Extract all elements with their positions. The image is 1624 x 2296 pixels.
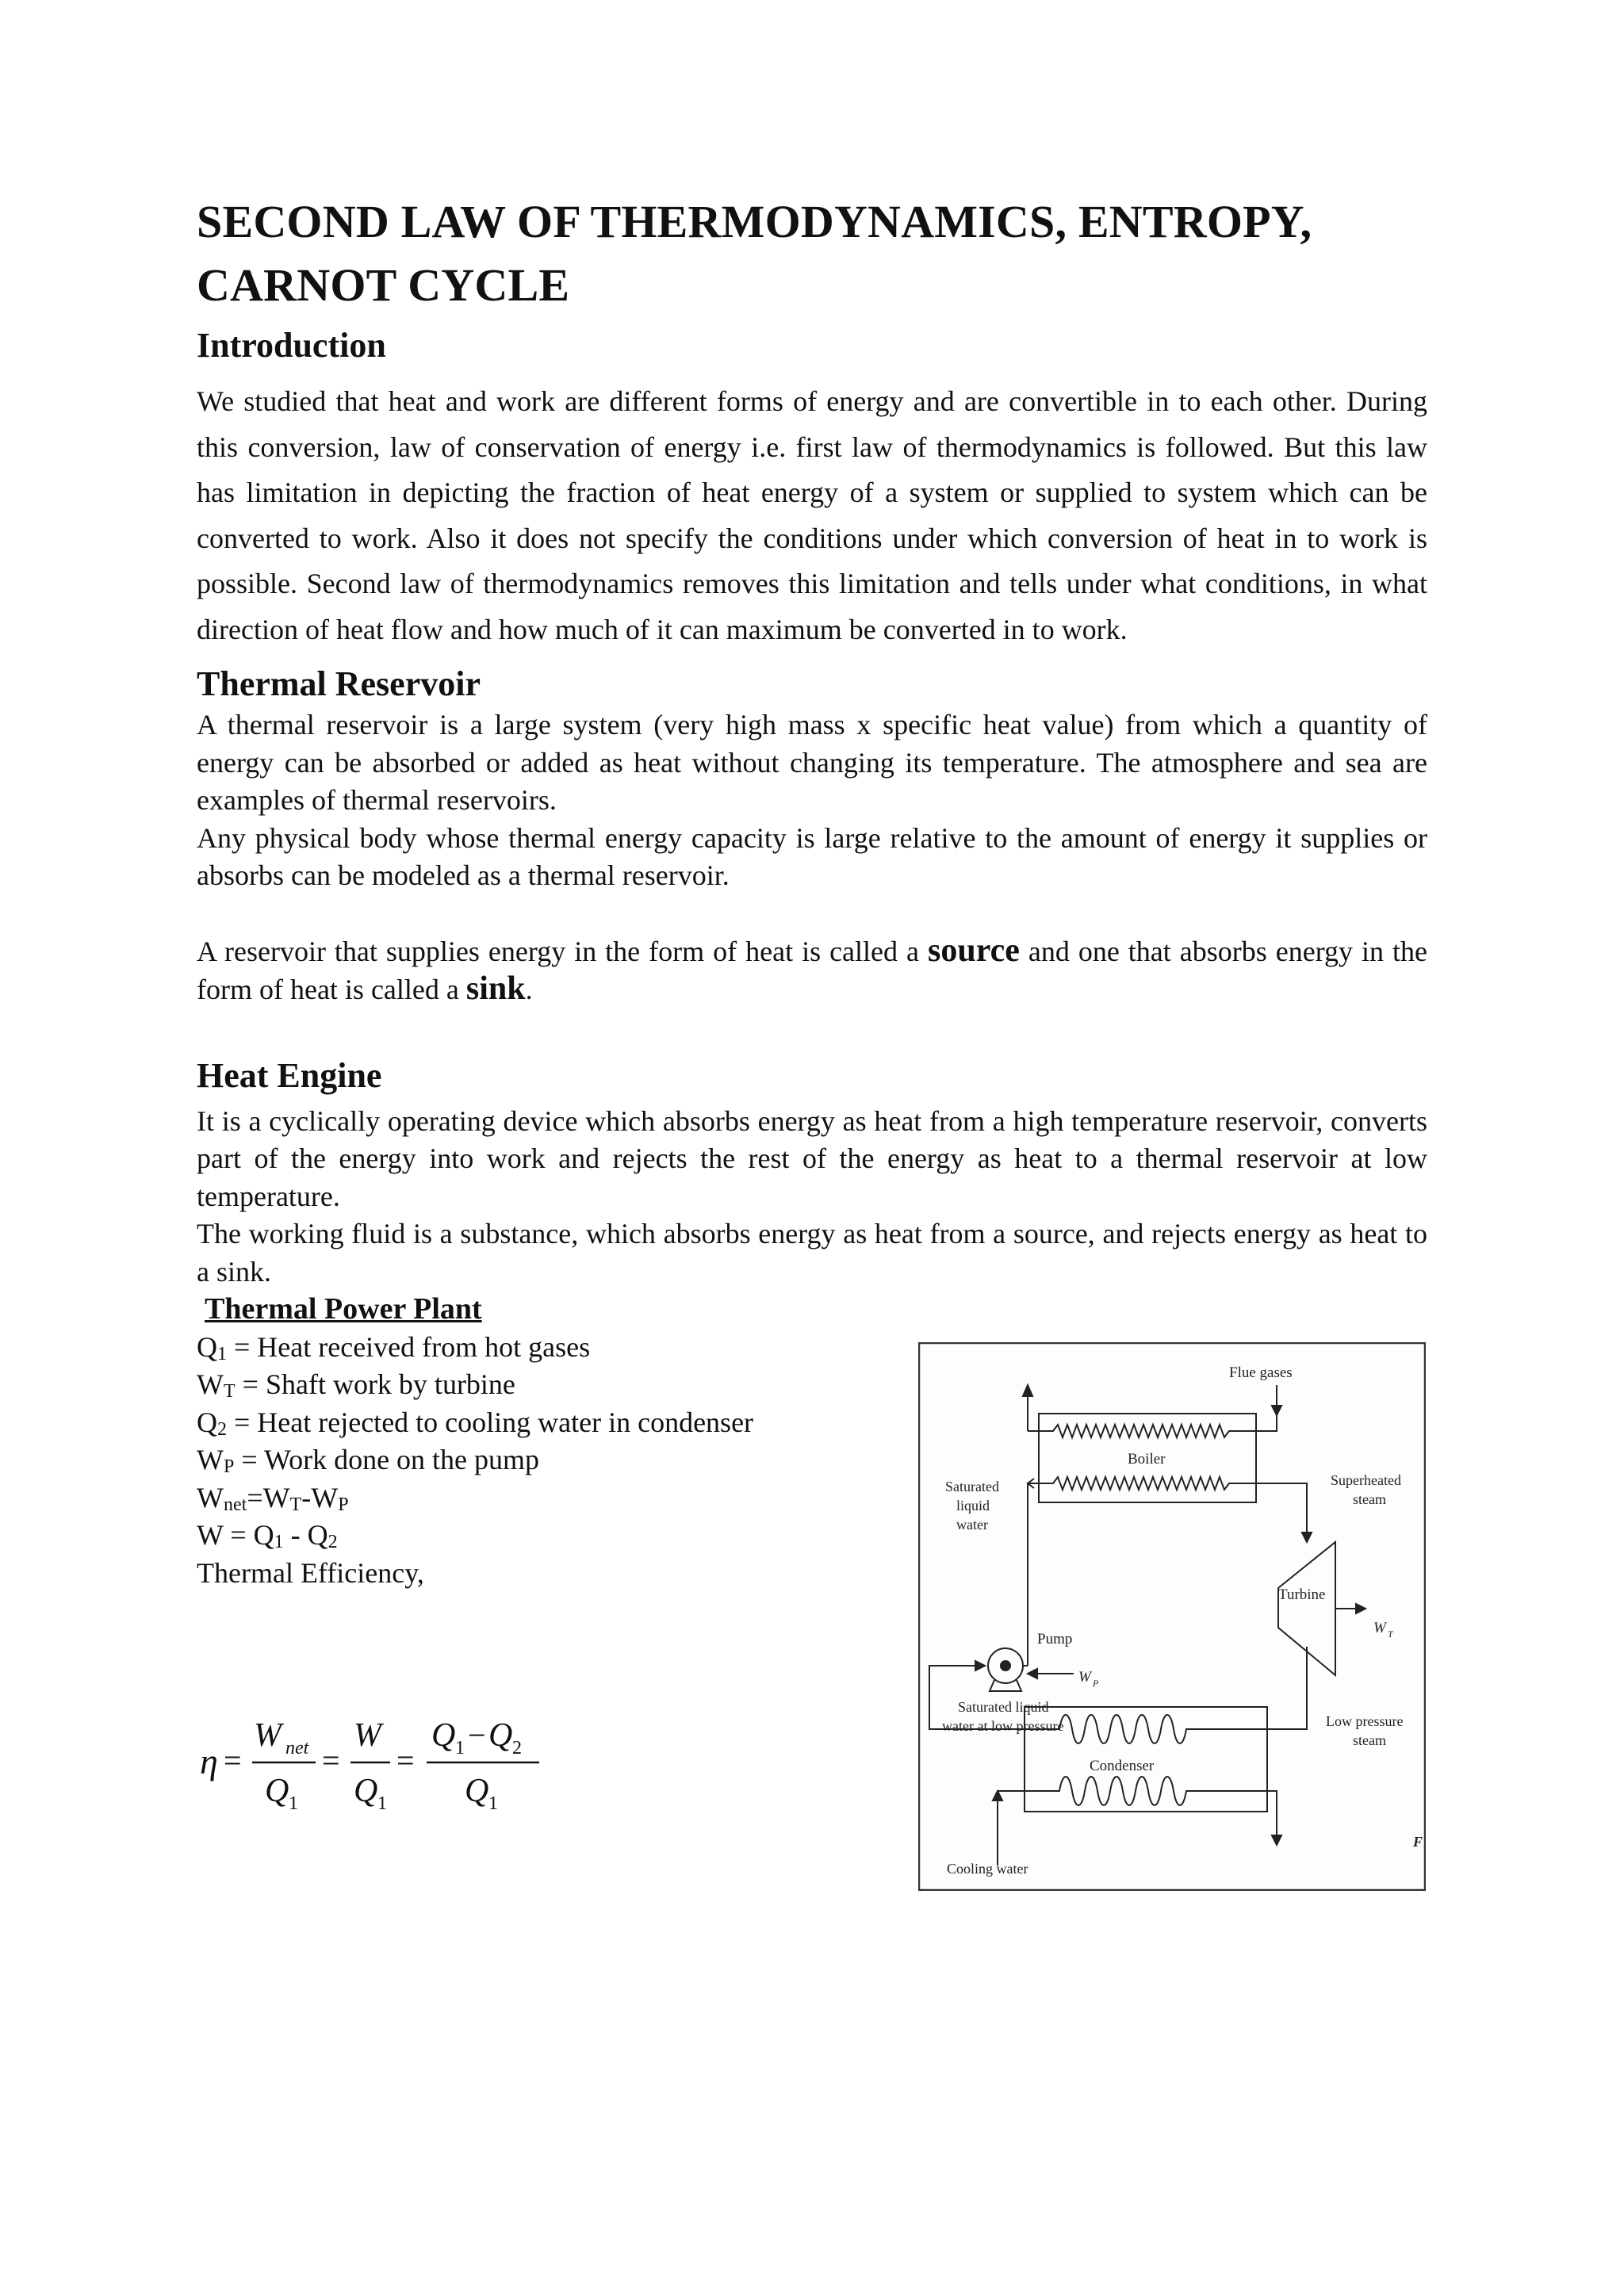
heat-engine-paragraph-1: It is a cyclically operating device which absorbs energy as heat from a high temperature reservoir, converts part of the energy into work and rejects the rest of the energy as heat to a thermal reservoir at low temperature. xyxy=(197,1104,1427,1212)
def-q2-sym: Q xyxy=(197,1406,217,1438)
eq-f1-num-sub: net xyxy=(285,1738,309,1758)
def-q2-sub: 2 xyxy=(217,1418,227,1440)
label-low-pressure-2: steam xyxy=(1353,1732,1386,1748)
label-turbine: Turbine xyxy=(1278,1586,1326,1603)
def-q2-text: = Heat rejected to cooling water in condenser xyxy=(227,1406,754,1438)
eq-equals-3: = xyxy=(396,1743,415,1778)
label-sat-low-2: water at low pressure xyxy=(942,1718,1064,1734)
label-superheated-1: Superheated xyxy=(1331,1472,1401,1488)
label-sat-low-1: Saturated liquid xyxy=(958,1699,1049,1715)
label-flue-gases: Flue gases xyxy=(1229,1364,1293,1381)
eq-f3-num-a-sub: 1 xyxy=(455,1738,465,1758)
sink-word: sink xyxy=(465,970,526,1007)
label-condenser: Condenser xyxy=(1090,1758,1155,1774)
plant-definitions xyxy=(197,1291,894,1592)
sink-sentence-middle: and one that absorbs energy in the form of heat is called a xyxy=(197,935,1428,1005)
label-superheated-2: steam xyxy=(1353,1491,1386,1507)
def-wp-text: = Work done on the pump xyxy=(234,1444,540,1475)
wq-sub-2: 2 xyxy=(327,1532,338,1552)
eq-f3-num-b: Q xyxy=(488,1717,513,1754)
eq-f3-den-sub: 1 xyxy=(488,1793,498,1814)
wq-relation xyxy=(197,1517,894,1555)
heat-engine-paragraph-2 xyxy=(197,1215,1427,1291)
def-wp-sym: W xyxy=(197,1444,224,1475)
eq-equals-2: = xyxy=(322,1743,340,1778)
pump-hub xyxy=(1001,1661,1010,1670)
eq-f1-den: Q xyxy=(265,1773,289,1809)
wnet-relation xyxy=(197,1479,894,1517)
reservoir-paragraph-1: A thermal reservoir is a large system (very high mass x specific heat value) from which a quantity of energy can be absorbed or added as heat without changing its temperature. The atmosphere and sea are examples of thermal reservoirs. xyxy=(197,709,1427,816)
label-saturated-2: liquid xyxy=(956,1498,990,1513)
label-cooling-water: Cooling water xyxy=(947,1861,1028,1877)
def-q1-text: = Heat received from hot gases xyxy=(227,1330,591,1363)
heading-introduction: Introduction xyxy=(197,326,386,365)
eq-f2-num: W xyxy=(354,1717,381,1754)
def-wp-sub: P xyxy=(223,1456,235,1477)
label-pump: Pump xyxy=(1037,1631,1073,1647)
eq-f1-den-sub: 1 xyxy=(289,1793,298,1814)
def-wt-text: = Shaft work by turbine xyxy=(235,1368,515,1400)
heading-heat-engine: Heat Engine xyxy=(197,1055,382,1095)
label-low-pressure-1: Low pressure xyxy=(1326,1713,1404,1729)
def-q1-sym: Q xyxy=(197,1330,217,1363)
wq-a: W = Q xyxy=(197,1519,274,1551)
wq-b: - Q xyxy=(283,1519,328,1551)
sentence-end: . xyxy=(525,974,533,1005)
reservoir-paragraph-2: Any physical body whose thermal energy capacity is large relative to the amount of energy it supplies or absorbs can be modeled as a thermal reservoir. xyxy=(197,821,1427,891)
eq-f1-num: W xyxy=(254,1717,282,1754)
eq-f2-den: Q xyxy=(354,1773,378,1809)
source-sentence-start: A reservoir that supplies energy in the form of heat is called a xyxy=(197,935,928,967)
def-q1 xyxy=(197,1329,894,1367)
def-wt-sub: T xyxy=(223,1381,236,1402)
label-wt: W xyxy=(1373,1620,1386,1636)
eq-f3-minus: − xyxy=(468,1717,486,1753)
source-word: source xyxy=(927,932,1020,969)
eq-f3-den: Q xyxy=(465,1773,489,1809)
def-q1-sub: 1 xyxy=(217,1343,227,1364)
eq-f3-num-a: Q xyxy=(431,1717,456,1754)
def-wt-sym: W xyxy=(197,1368,224,1400)
eq-eta: η xyxy=(200,1741,218,1781)
wnet-eq-w: =W xyxy=(247,1481,290,1513)
wq-sub-1: 1 xyxy=(274,1532,284,1552)
efficiency-equation xyxy=(197,1705,546,1816)
def-wp xyxy=(197,1441,894,1479)
plant-heading-text: Thermal Power Plant xyxy=(205,1292,482,1326)
working-fluid-text: The working fluid is a substance, which absorbs energy as heat from a source, and rejects energy as heat to a sink. xyxy=(197,1218,1427,1288)
reservoir-paragraph-3 xyxy=(197,932,1427,1009)
label-wt-sub: T xyxy=(1388,1628,1393,1640)
label-saturated-1: Saturated xyxy=(945,1479,999,1494)
label-boiler: Boiler xyxy=(1128,1451,1166,1468)
label-corner-mark: F xyxy=(1413,1834,1423,1850)
intro-paragraph: We studied that heat and work are different forms of energy and are convertible in to each other. During this conversion, law of conservation of energy i.e. first law of thermodynamics is followed. But this law has limitation in depicting the fraction of heat energy of a system or supplied to system which can be converted to work. Also it does not specify the conditions under which conversion of heat in to work is possible. Second law of thermodynamics removes this limitation and tells under what conditions, in what direction of heat flow and how much of it can maximum be converted in to work. xyxy=(197,385,1427,645)
power-plant-diagram xyxy=(918,1342,1426,1891)
wnet-sub-t: T xyxy=(289,1494,302,1515)
def-wt xyxy=(197,1366,894,1404)
label-saturated-3: water xyxy=(956,1517,988,1533)
wnet-sub-net: net xyxy=(223,1494,247,1515)
label-wp: W xyxy=(1078,1669,1091,1686)
eq-f2-den-sub: 1 xyxy=(377,1793,387,1814)
thermal-efficiency-label: Thermal Efficiency, xyxy=(197,1556,424,1589)
wnet-minus-w: -W xyxy=(301,1481,339,1513)
def-q2 xyxy=(197,1404,894,1442)
wnet-w: W xyxy=(197,1481,224,1513)
wnet-sub-p: P xyxy=(338,1494,349,1515)
thermal-power-plant-heading xyxy=(197,1291,894,1329)
page-title: SECOND LAW OF THERMODYNAMICS, ENTROPY, CARNOT CYCLE xyxy=(197,196,1312,311)
heading-thermal-reservoir: Thermal Reservoir xyxy=(197,664,481,703)
label-wp-sub: P xyxy=(1093,1678,1099,1689)
eq-equals-1: = xyxy=(224,1743,242,1778)
eq-f3-num-b-sub: 2 xyxy=(512,1738,522,1758)
